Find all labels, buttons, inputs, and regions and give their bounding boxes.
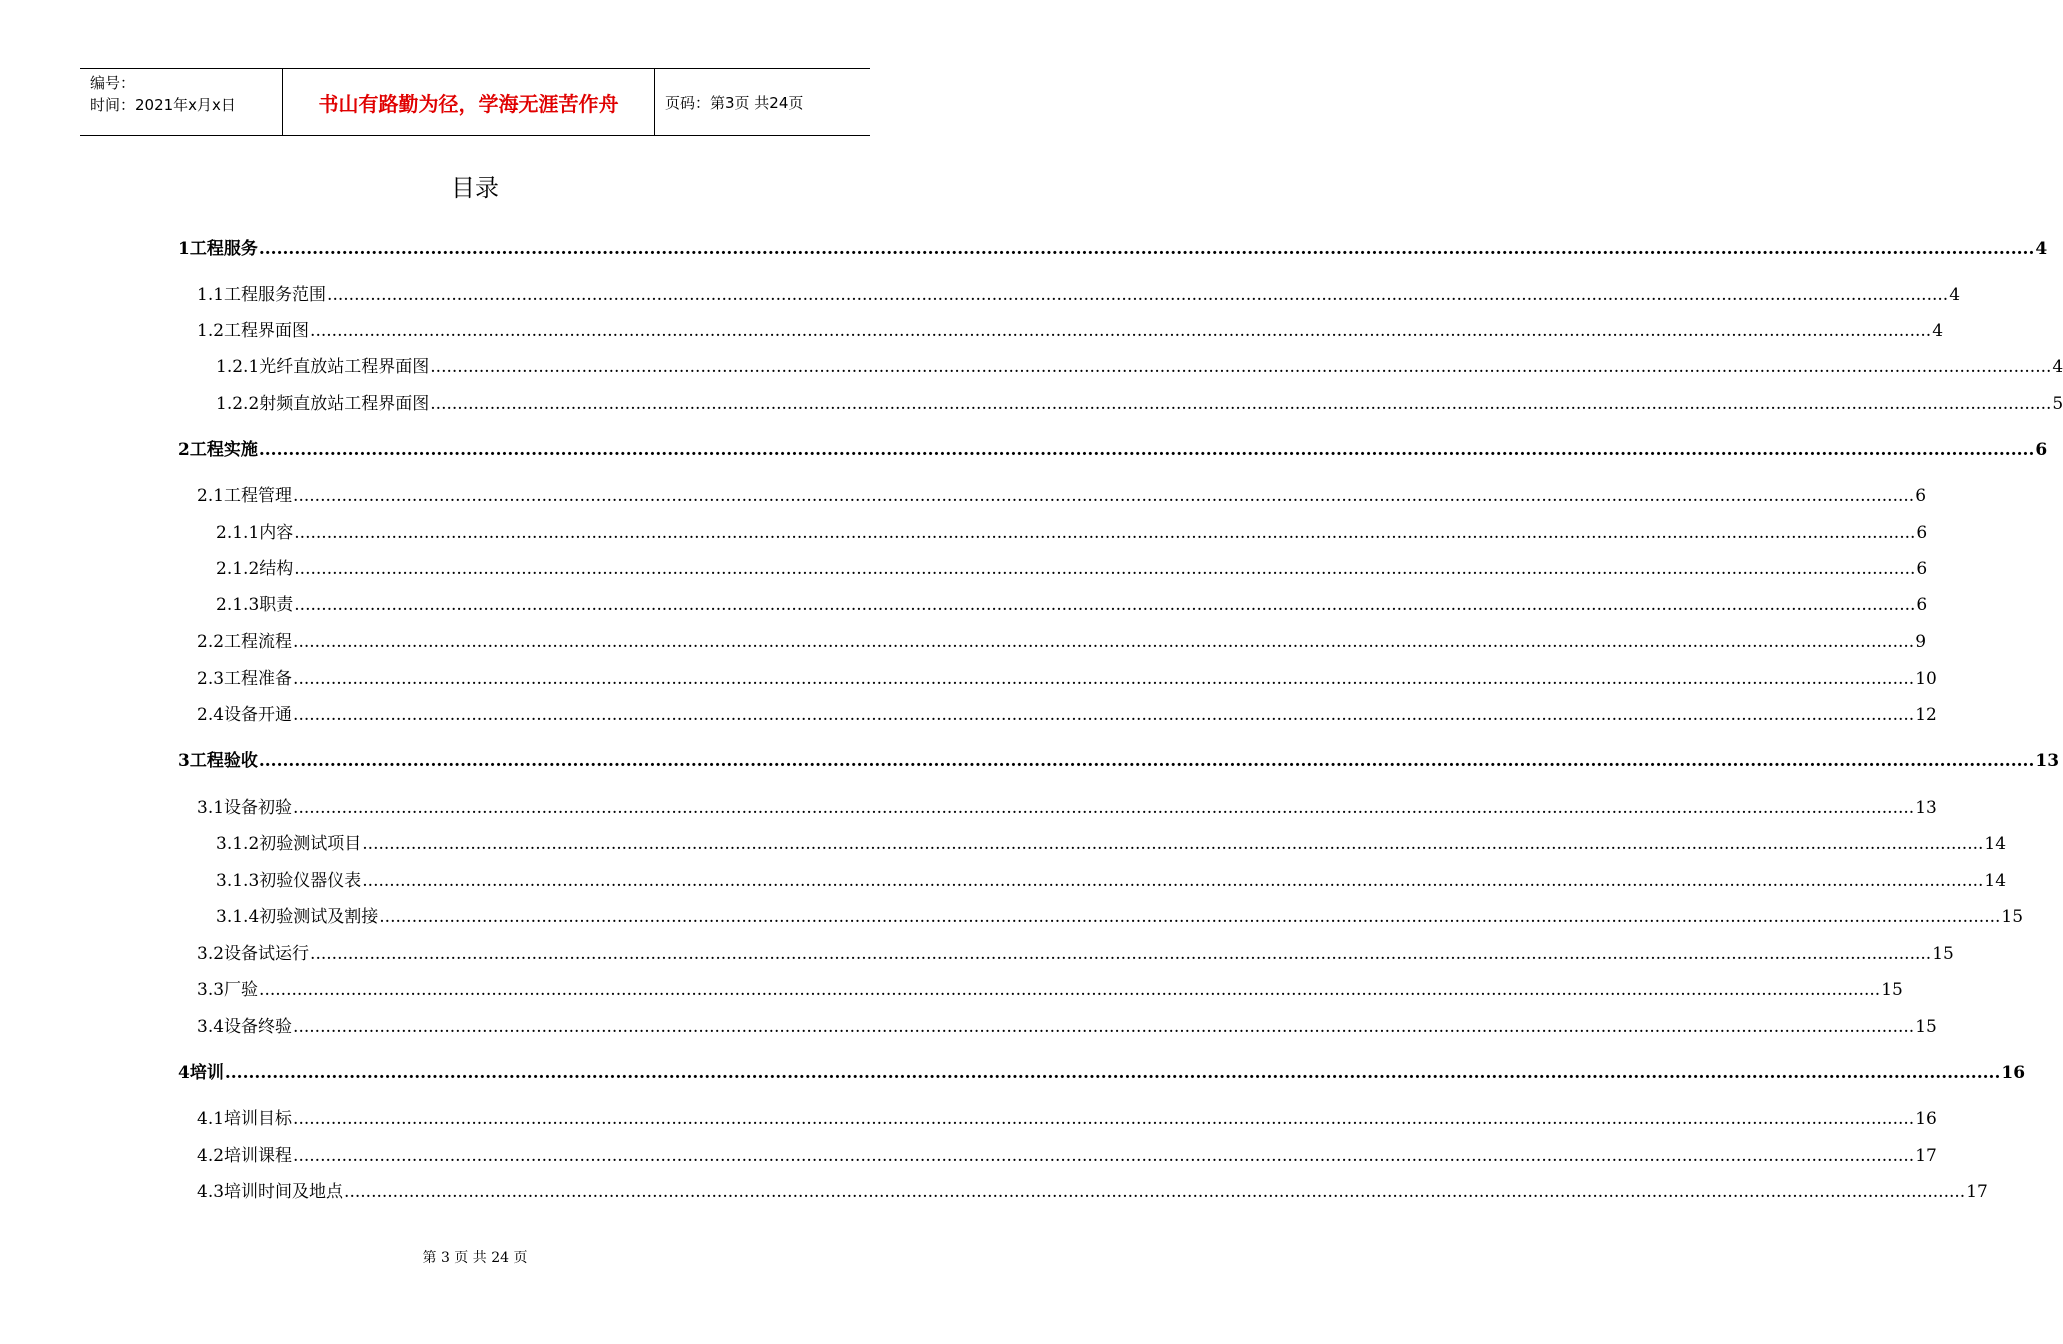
toc-entry-number: 3.4 [197,1017,225,1037]
toc-entry-page: 4 [2035,239,2048,259]
header-meta [80,69,282,135]
toc-leader-dots: ............................................................................................................................................................................................................................................................................................................ [430,394,2052,414]
toc-entry-number: 2.1.3 [216,595,260,615]
toc-entry-number: 1.1 [197,285,225,305]
toc-entry-number: 3.1.4 [216,907,260,927]
toc-entry[interactable] [216,389,2063,414]
toc-entry[interactable] [197,316,1944,341]
toc-entry-label: 设备终验 [224,1017,293,1037]
toc-leader-dots: ............................................................................................................................................................................................................................................................................................................ [258,751,2035,771]
toc-entry-page: 6 [1916,559,1928,579]
toc-entry-label: 工程服务 [189,239,258,259]
toc-entry-page: 10 [1915,669,1937,689]
toc-leader-dots: ............................................................................................................................................................................................................................................................................................................ [362,834,1984,854]
toc-leader-dots: ............................................................................................................................................................................................................................................................................................................ [379,907,2001,927]
toc-entry[interactable] [178,1058,2026,1083]
toc-entry-page: 12 [1915,705,1937,725]
toc-entry-label: 工程实施 [189,440,258,460]
toc-entry-label: 培训时间及地点 [224,1182,344,1202]
toc-entry-number: 1.2.1 [216,357,260,377]
toc-entry-number: 1 [178,239,190,259]
toc-leader-dots: ............................................................................................................................................................................................................................................................................................................ [294,595,1916,615]
toc-entry-label: 培训课程 [224,1146,293,1166]
toc-entry[interactable] [197,700,1937,725]
toc-leader-dots: ............................................................................................................................................................................................................................................................................................................ [293,1109,1915,1129]
toc-entry[interactable] [216,829,2007,854]
toc-entry-page: 16 [1915,1109,1937,1129]
toc-entry[interactable] [216,590,1928,615]
toc-entry-label: 职责 [259,595,294,615]
toc-entry-page: 16 [2001,1063,2026,1083]
toc-entry[interactable] [216,518,1928,543]
toc-entry-number: 4 [178,1063,190,1083]
toc-leader-dots: ............................................................................................................................................................................................................................................................................................................ [293,1146,1915,1166]
toc-entry-number: 4.3 [197,1182,225,1202]
toc-entry[interactable] [197,1012,1937,1037]
toc-entry[interactable] [197,664,1937,689]
toc-entry[interactable] [178,234,2048,259]
toc-entry[interactable] [197,481,1927,506]
toc-leader-dots: ............................................................................................................................................................................................................................................................................................................ [258,440,2035,460]
page-header [80,68,870,136]
toc-entry-number: 1.2 [197,321,225,341]
toc-entry-label: 结构 [259,559,294,579]
toc-entry-page: 17 [1915,1146,1937,1166]
toc-entry-label: 工程界面图 [224,321,310,341]
toc-entry-number: 2.1 [197,486,225,506]
toc-entry-page: 17 [1966,1182,1988,1202]
toc-entry-page: 4 [1932,321,1944,341]
header-page-info: 页码：第3页 共24页 [665,93,804,112]
toc-entry-page: 15 [1932,944,1954,964]
toc-entry-page: 15 [1915,1017,1937,1037]
toc-entry[interactable] [216,352,2063,377]
toc-entry[interactable] [197,1141,1937,1166]
toc-entry-number: 4.1 [197,1109,225,1129]
page-footer: 第 3 页 共 24 页 [422,1250,528,1266]
toc-entry-label: 射频直放站工程界面图 [259,394,430,414]
toc-entry-label: 工程验收 [189,751,258,771]
toc-leader-dots: ............................................................................................................................................................................................................................................................................................................ [259,980,1881,1000]
toc-entry-number: 3.1.2 [216,834,260,854]
toc-entry-label: 设备试运行 [224,944,310,964]
toc-entry-page: 15 [2001,907,2024,927]
toc-leader-dots: ............................................................................................................................................................................................................................................................................................................ [294,523,1916,543]
toc-entry[interactable] [197,939,1954,964]
toc-entry[interactable] [197,1177,1988,1202]
toc-entry-number: 3.1 [197,798,225,818]
toc-entry-page: 13 [1915,798,1937,818]
toc-entry-label: 工程准备 [224,669,293,689]
toc-entry-page: 6 [1916,595,1928,615]
toc-entry-label: 内容 [259,523,294,543]
toc-entry-label: 工程管理 [224,486,293,506]
toc-entry-label: 光纤直放站工程界面图 [259,357,430,377]
toc-entry-page: 5 [2052,394,2063,414]
toc-leader-dots: ............................................................................................................................................................................................................................................................................................................ [430,357,2052,377]
toc-entry[interactable] [216,554,1928,579]
toc-entry-label: 培训 [189,1063,224,1083]
toc-entry-number: 3.2 [197,944,225,964]
toc-entry[interactable] [197,975,1903,1000]
toc-leader-dots: ............................................................................................................................................................................................................................................................................................................ [310,321,1932,341]
header-time-label: 时间：2021年x月x日 [90,96,236,114]
toc-entry-number: 1.2.2 [216,394,260,414]
toc-entry-page: 4 [1949,285,1961,305]
toc-leader-dots: ............................................................................................................................................................................................................................................................................................................ [344,1182,1966,1202]
header-motto: 书山有路勤为径，学海无涯苦作舟 [282,69,655,135]
toc-entry-number: 2 [178,440,190,460]
toc-entry-number: 2.1.1 [216,523,260,543]
toc-entry[interactable] [178,746,2060,771]
toc-entry-page: 4 [2052,357,2063,377]
toc-entry-number: 2.2 [197,632,225,652]
toc-leader-dots: ............................................................................................................................................................................................................................................................................................................ [362,871,1984,891]
toc-entry[interactable] [197,280,1961,305]
toc-entry-page: 6 [2035,440,2048,460]
toc-entry-label: 初验仪器仪表 [259,871,362,891]
toc-entry-page: 15 [1881,980,1903,1000]
toc-entry-label: 厂验 [224,980,259,1000]
toc-entry-label: 初验测试项目 [259,834,362,854]
toc-entry-page: 14 [1984,871,2007,891]
toc-entry[interactable] [216,902,2024,927]
toc-leader-dots: ............................................................................................................................................................................................................................................................................................................ [310,944,1932,964]
toc-title: 目录 [451,174,499,202]
toc-entry-number: 2.4 [197,705,225,725]
toc-entry[interactable] [197,627,1927,652]
toc-leader-dots: ............................................................................................................................................................................................................................................................................................................ [293,632,1915,652]
toc-entry-number: 2.3 [197,669,225,689]
toc-entry-page: 14 [1984,834,2007,854]
toc-leader-dots: ............................................................................................................................................................................................................................................................................................................ [294,559,1916,579]
toc-leader-dots: ............................................................................................................................................................................................................................................................................................................ [293,1017,1915,1037]
header-number-label: 编号： [90,74,136,92]
toc-entry[interactable] [178,435,2048,460]
toc-entry-label: 初验测试及割接 [259,907,379,927]
toc-entry[interactable] [197,1104,1937,1129]
toc-leader-dots: ............................................................................................................................................................................................................................................................................................................ [293,669,1915,689]
toc-entry-page: 6 [1916,523,1928,543]
toc-entry-label: 工程服务范围 [224,285,327,305]
toc-entry[interactable] [216,866,2007,891]
toc-entry-number: 4.2 [197,1146,225,1166]
toc-entry-label: 设备开通 [224,705,293,725]
toc-leader-dots: ............................................................................................................................................................................................................................................................................................................ [224,1063,2001,1083]
toc-entry-number: 3.3 [197,980,225,1000]
toc-entry[interactable] [197,793,1937,818]
toc-entry-label: 工程流程 [224,632,293,652]
toc-leader-dots: ............................................................................................................................................................................................................................................................................................................ [327,285,1949,305]
toc-leader-dots: ............................................................................................................................................................................................................................................................................................................ [258,239,2035,259]
toc-entry-label: 设备初验 [224,798,293,818]
toc-leader-dots: ............................................................................................................................................................................................................................................................................................................ [293,486,1915,506]
toc-entry-page: 13 [2035,751,2060,771]
toc-entry-number: 2.1.2 [216,559,260,579]
toc-leader-dots: ............................................................................................................................................................................................................................................................................................................ [293,798,1915,818]
toc-entry-number: 3 [178,751,190,771]
toc-entry-number: 3.1.3 [216,871,260,891]
toc-leader-dots: ............................................................................................................................................................................................................................................................................................................ [293,705,1915,725]
toc-entry-page: 9 [1915,632,1927,652]
toc-entry-label: 培训目标 [224,1109,293,1129]
toc-entry-page: 6 [1915,486,1927,506]
